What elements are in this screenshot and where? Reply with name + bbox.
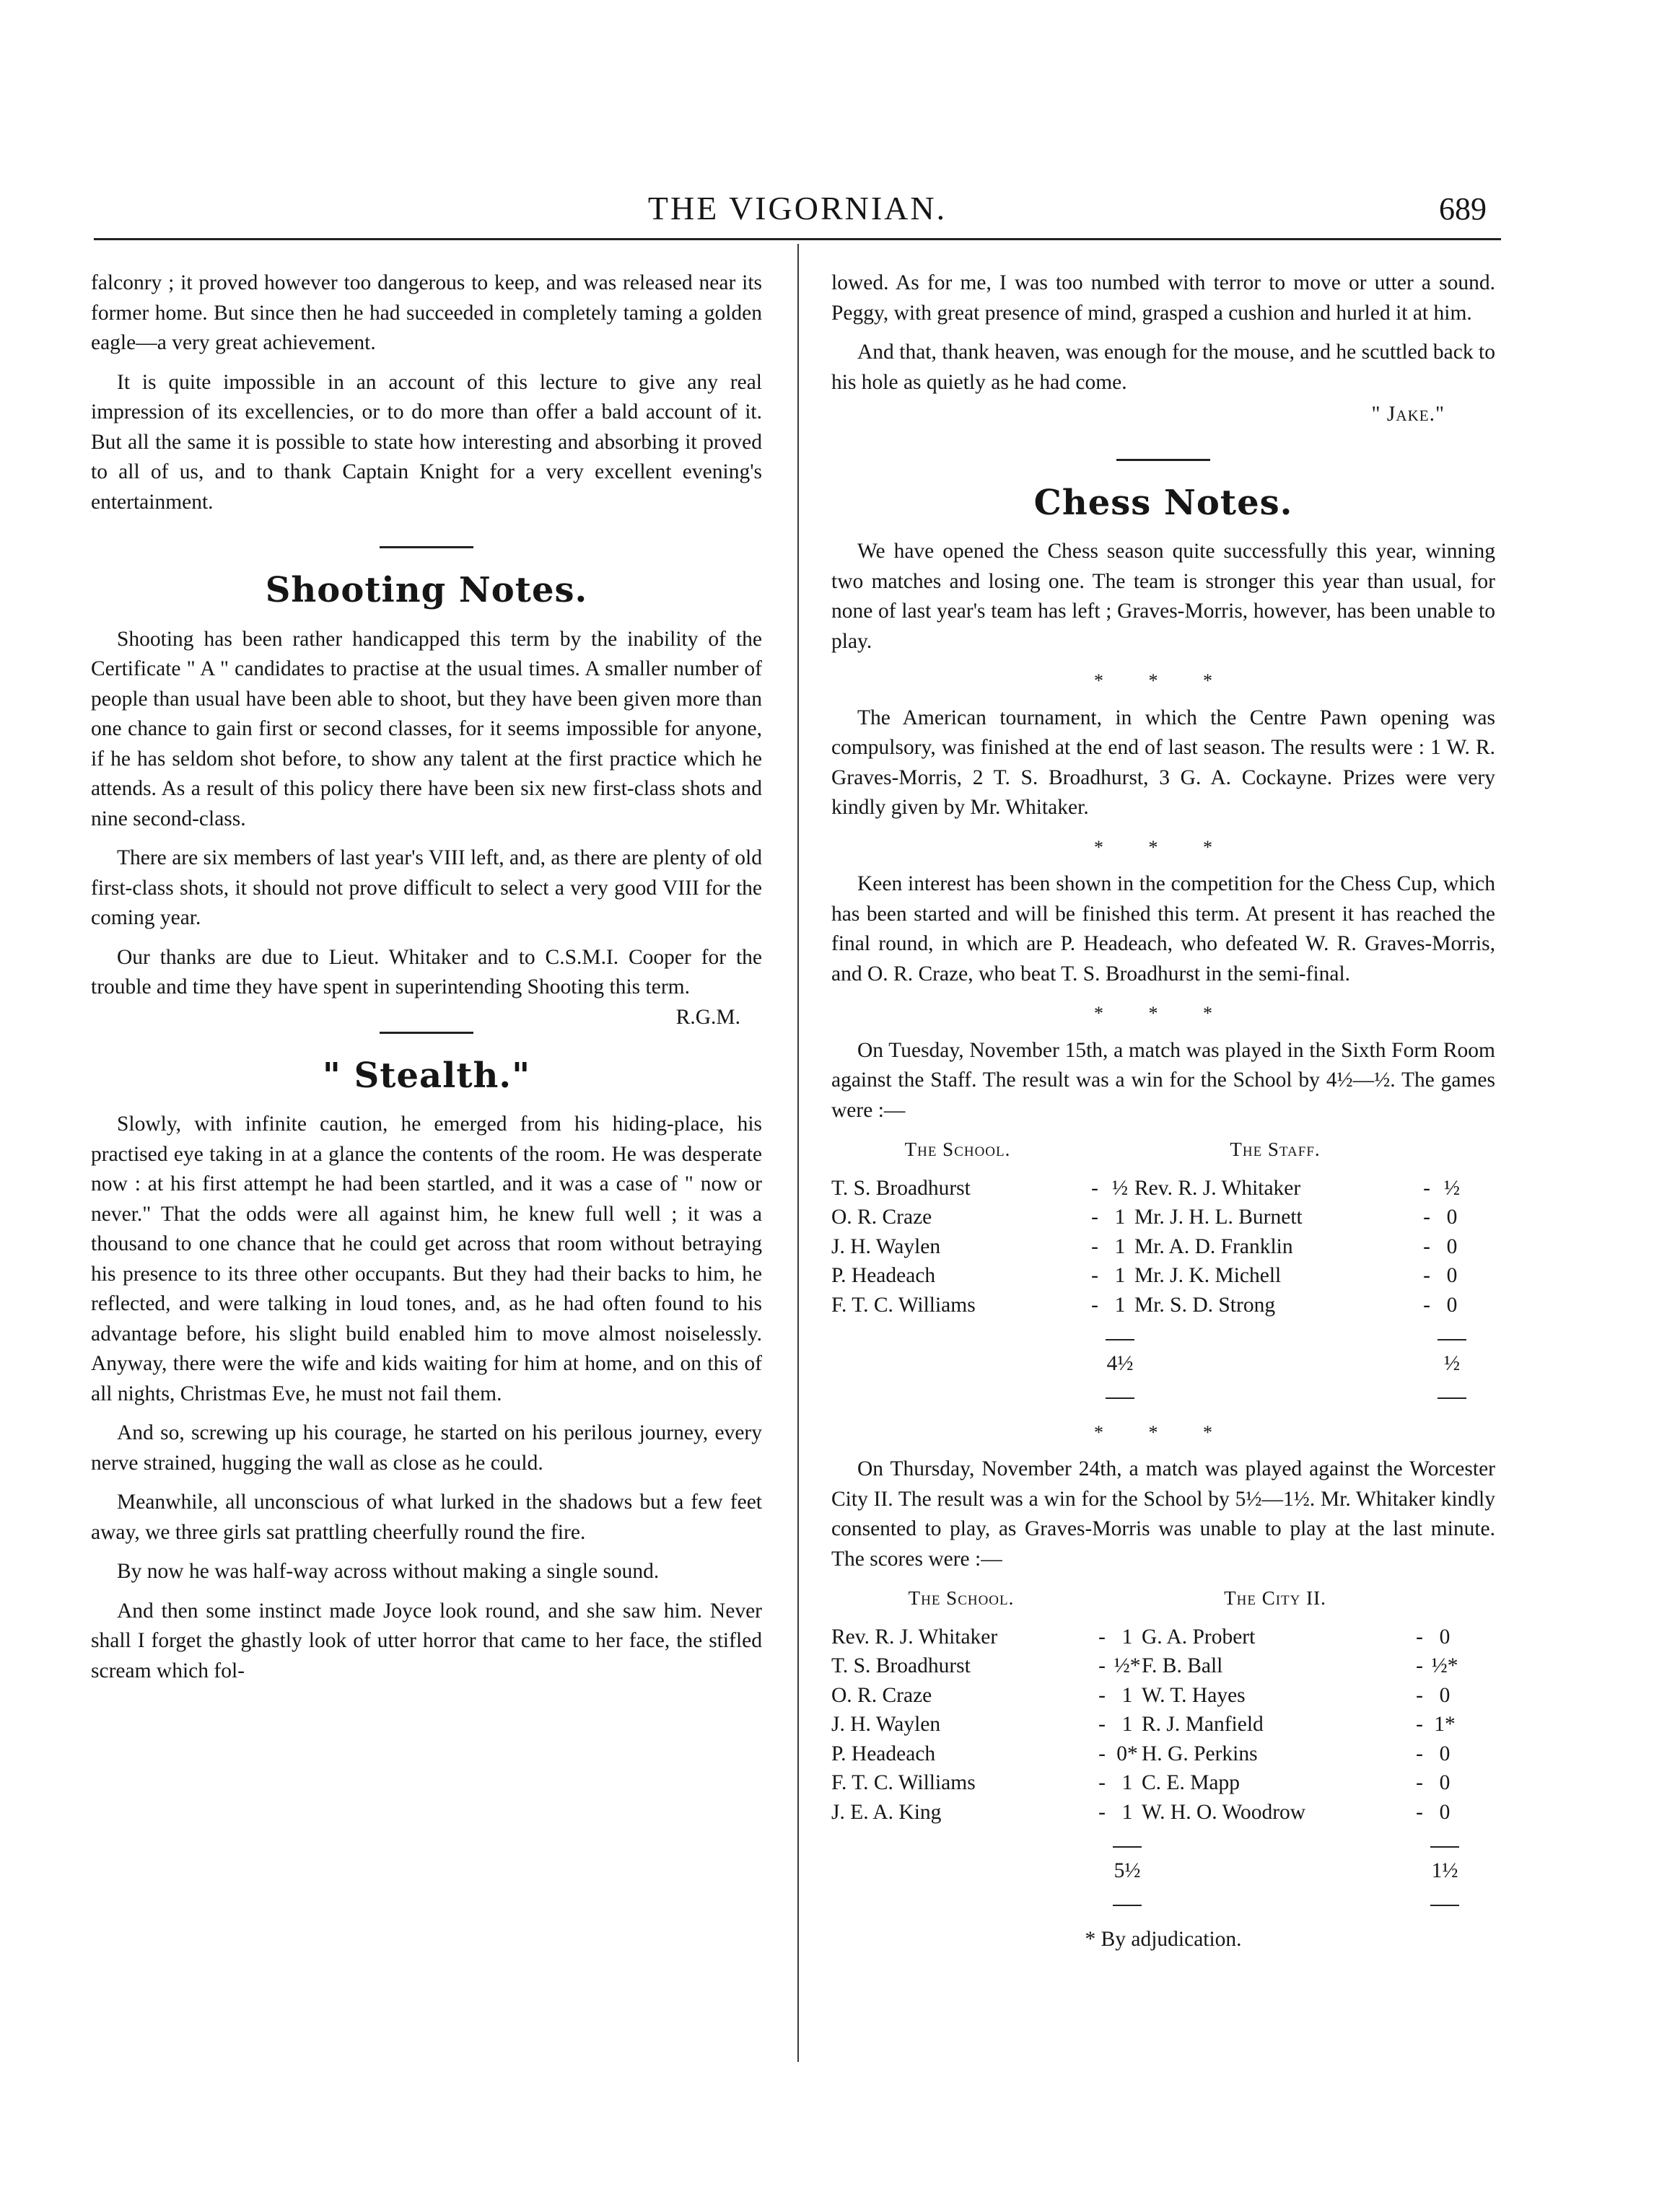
page-number: 689 — [1439, 191, 1487, 227]
section-divider — [1116, 459, 1210, 461]
stealth-paragraph: And so, screwing up his courage, he started on his perilous journey, every nerve strained, hugging the wall as close as he could. — [91, 1421, 762, 1475]
right-column — [831, 268, 1495, 1954]
chess-paragraph: On Tuesday, November 15th, a match was played in the Sixth Form Room against the Staff. The result was a win for the School by 4½—½. The games were :— — [831, 1038, 1495, 1122]
away-player: Mr. J. H. L. Burnett — [1134, 1206, 1303, 1229]
away-score: 1* — [1434, 1713, 1456, 1736]
total-row — [831, 1320, 1466, 1408]
stealth-paragraph: And then some instinct made Joyce look round, and she saw him. Never shall I forget the ghastly look of utter horror that came to her face, the stifled scream which fol- — [91, 1599, 762, 1682]
table-row: T. S. Broadhurst - ½ Rev. R. J. Whitaker - ½ — [831, 1174, 1466, 1203]
away-player: Mr. J. K. Michell — [1134, 1264, 1282, 1287]
header-rule — [94, 238, 1501, 240]
lecture-paragraph: falconry ; it proved however too dangerous to keep, and was released near its former home. But since then he had succeeded in completely taming a golden eagle—a very great achievement. — [91, 271, 762, 354]
table-row: J. E. A. King - 1 W. H. O. Woodrow - 0 — [831, 1798, 1459, 1827]
table-row: Rev. R. J. Whitaker - 1 G. A. Probert - 0 — [831, 1623, 1459, 1652]
home-score: 1 — [1114, 1264, 1126, 1287]
away-player: H. G. Perkins — [1142, 1742, 1258, 1765]
away-total: ½ — [1443, 1351, 1461, 1375]
running-head — [94, 189, 1501, 235]
table-row: F. T. C. Williams - 1 C. E. Mapp - 0 — [831, 1768, 1459, 1798]
section-stars: * * * — [1094, 836, 1233, 858]
home-player: P. Headeach — [831, 1264, 936, 1287]
home-score: 1 — [1114, 1206, 1126, 1229]
away-score: 0 — [1446, 1206, 1458, 1229]
away-player: W. T. Hayes — [1142, 1683, 1246, 1707]
away-score: 0 — [1439, 1771, 1450, 1794]
home-score: ½ — [1111, 1176, 1129, 1200]
table-row: O. R. Craze - 1 Mr. J. H. L. Burnett - 0 — [831, 1203, 1466, 1232]
home-score: 1 — [1121, 1800, 1133, 1824]
away-score: 0 — [1439, 1742, 1450, 1765]
away-player: W. H. O. Woodrow — [1142, 1800, 1306, 1824]
home-score: 1 — [1114, 1234, 1126, 1258]
shooting-paragraph: Shooting has been rather handicapped this term by the inability of the Certificate " A " candidates to practise at the usual times. A smaller number of people than usual have been able to shoot, but they have been given more than one chance to gain first or second classes, for it seems impossible for anyone, if he has seldom shot before, to show any talent at the first practice which he attends. As a result of this policy there have been six new first-class shots and nine second-class. — [91, 627, 762, 830]
stealth-paragraph: By now he was half-way across without making a single sound. — [117, 1560, 660, 1583]
home-player: T. S. Broadhurst — [831, 1176, 971, 1200]
away-score: 0 — [1446, 1293, 1458, 1317]
shooting-thanks-text: Our thanks are due to Lieut. Whitaker and to C.S.M.I. Cooper for the trouble and time they have spent in superintending Shooting this term. — [91, 945, 762, 999]
chess-paragraph: We have opened the Chess season quite successfully this year, winning two matches and losing one. The team is stronger this year than usual, for none of last year's team has left ; Graves-Morris, however, has been unable to play. — [831, 540, 1495, 653]
chess-notes-heading: Chess Notes. — [1033, 482, 1293, 523]
shooting-thanks — [91, 943, 762, 1029]
stealth-paragraph: Slowly, with infinite caution, he emerged from his hiding-place, his practised eye taking in at a glance the contents of the room. He was desperate now : at his first attempt he had been startled, and it was a case of " now or never." That the odds were all against him, he knew full well ; it was a thousand to one chance that he could get across that room without betraying his presence to its three other occupants. But they had their backs to him, he reflected, and were talking in loud tones, and, as he had often found to his advantage before, his slight build enabled him to move almost noiselessly. Anyway, there were the wife and kids waiting for him at home, and on this of all nights, Christmas Eve, he must not fail them. — [91, 1112, 762, 1405]
home-score: 1 — [1121, 1713, 1133, 1736]
chess-paragraph: On Thursday, November 24th, a match was played against the Worcester City II. The result was a win for the School by 5½—1½. Mr. Whitaker kindly consented to play, as Graves-Morris was unable to play at the last minute. The scores were :— — [831, 1457, 1495, 1571]
home-total: 5½ — [1113, 1858, 1141, 1882]
table-header: The School. — [908, 1587, 1015, 1609]
away-score: ½* — [1431, 1654, 1458, 1677]
stealth-paragraph: Meanwhile, all unconscious of what lurked in the shadows but a few feet away, we three girls sat prattling cheerfully round the fire. — [91, 1491, 762, 1544]
home-score: 1 — [1121, 1771, 1133, 1794]
home-total: 4½ — [1106, 1351, 1134, 1375]
home-score: 1 — [1121, 1625, 1133, 1649]
home-player: O. R. Craze — [831, 1206, 932, 1229]
home-player: Rev. R. J. Whitaker — [831, 1625, 998, 1649]
column-rule — [797, 244, 799, 2062]
stealth-continuation: lowed. As for me, I was too numbed with terror to move or utter a sound. Peggy, with great presence of mind, grasped a cushion and hurled it at him. — [831, 271, 1495, 325]
away-player: Mr. A. D. Franklin — [1134, 1234, 1293, 1258]
home-player: J. H. Waylen — [831, 1234, 941, 1258]
away-score: 0 — [1446, 1264, 1458, 1287]
stealth-signature: " Jake." — [1371, 403, 1445, 426]
home-score: 1 — [1121, 1683, 1133, 1707]
table-row: F. T. C. Williams - 1 Mr. S. D. Strong - 0 — [831, 1291, 1466, 1320]
adjudication-footnote: * By adjudication. — [1085, 1927, 1242, 1951]
away-player: F. B. Ball — [1142, 1654, 1223, 1677]
away-player: G. A. Probert — [1142, 1625, 1256, 1649]
table-row: J. H. Waylen - 1 Mr. A. D. Franklin - 0 — [831, 1232, 1466, 1262]
table-header: The Staff. — [1230, 1138, 1321, 1160]
chess-paragraph: The American tournament, in which the Centre Pawn opening was compulsory, was finished at the end of last season. The results were : 1 W. R. Graves-Morris, 2 T. S. Broadhurst, 3 G. A. Cockayne. Prizes were very kindly given by Mr. Whitaker. — [831, 706, 1495, 819]
away-score: ½ — [1443, 1176, 1461, 1200]
shooting-signature: R.G.M. — [675, 1005, 740, 1029]
table-row: O. R. Craze - 1 W. T. Hayes - 0 — [831, 1681, 1459, 1711]
away-score: 0 — [1439, 1625, 1450, 1649]
away-player: Rev. R. J. Whitaker — [1134, 1176, 1301, 1200]
journal-title: THE VIGORNIAN. — [647, 190, 948, 227]
staff-match-table — [831, 1135, 1466, 1408]
away-player: R. J. Manfield — [1142, 1713, 1264, 1736]
home-player: J. H. Waylen — [831, 1713, 941, 1736]
home-score: ½* — [1113, 1654, 1141, 1677]
stealth-continuation: And that, thank heaven, was enough for the mouse, and he scuttled back to his hole as quietly as he had come. — [831, 341, 1495, 394]
total-row — [831, 1827, 1459, 1915]
section-stars: * * * — [1094, 1003, 1233, 1024]
table-row: T. S. Broadhurst - ½* F. B. Ball - ½* — [831, 1651, 1459, 1681]
home-player: P. Headeach — [831, 1742, 936, 1765]
home-player: F. T. C. Williams — [831, 1771, 976, 1794]
table-row: J. H. Waylen - 1 R. J. Manfield - 1* — [831, 1710, 1459, 1739]
away-score: 0 — [1446, 1234, 1458, 1258]
away-score: 0 — [1439, 1683, 1450, 1707]
lecture-paragraph: It is quite impossible in an account of this lecture to give any real impression of its excellencies, or to do more than offer a bald account of it. But all the same it is possible to state how interesting and absorbing it proved to all of us, and to thank Captain Knight for a very excellent evening's entertainment. — [91, 370, 762, 514]
stealth-heading: " Stealth." — [322, 1055, 531, 1096]
section-stars: * * * — [1094, 1421, 1233, 1443]
section-divider — [380, 546, 473, 548]
shooting-paragraph: There are six members of last year's VIII left, and, as there are plenty of old first-class shots, it should not prove difficult to select a very good VIII for the coming year. — [91, 846, 762, 929]
shooting-notes-heading: Shooting Notes. — [265, 570, 588, 610]
home-player: J. E. A. King — [831, 1800, 942, 1824]
away-player: C. E. Mapp — [1142, 1771, 1240, 1794]
home-score: 0* — [1116, 1742, 1138, 1765]
home-player: O. R. Craze — [831, 1683, 932, 1707]
table-row: P. Headeach - 0* H. G. Perkins - 0 — [831, 1739, 1459, 1769]
away-total: 1½ — [1431, 1858, 1458, 1882]
section-stars: * * * — [1094, 670, 1233, 691]
left-column — [91, 268, 762, 1695]
table-header: The School. — [904, 1138, 1011, 1160]
home-player: T. S. Broadhurst — [831, 1654, 971, 1677]
city-match-table — [831, 1584, 1459, 1915]
table-header: The City II. — [1224, 1587, 1326, 1609]
section-divider — [380, 1032, 473, 1034]
away-score: 0 — [1439, 1800, 1450, 1824]
table-row: P. Headeach - 1 Mr. J. K. Michell - 0 — [831, 1261, 1466, 1291]
home-score: 1 — [1114, 1293, 1126, 1317]
home-player: F. T. C. Williams — [831, 1293, 976, 1317]
away-player: Mr. S. D. Strong — [1134, 1293, 1276, 1317]
chess-paragraph: Keen interest has been shown in the competition for the Chess Cup, which has been started and will be finished this term. At present it has reached the final round, in which are P. Headeach, who defeated W. R. Graves-Morris, and O. R. Craze, who beat T. S. Broadhurst in the semi-final. — [831, 872, 1495, 986]
